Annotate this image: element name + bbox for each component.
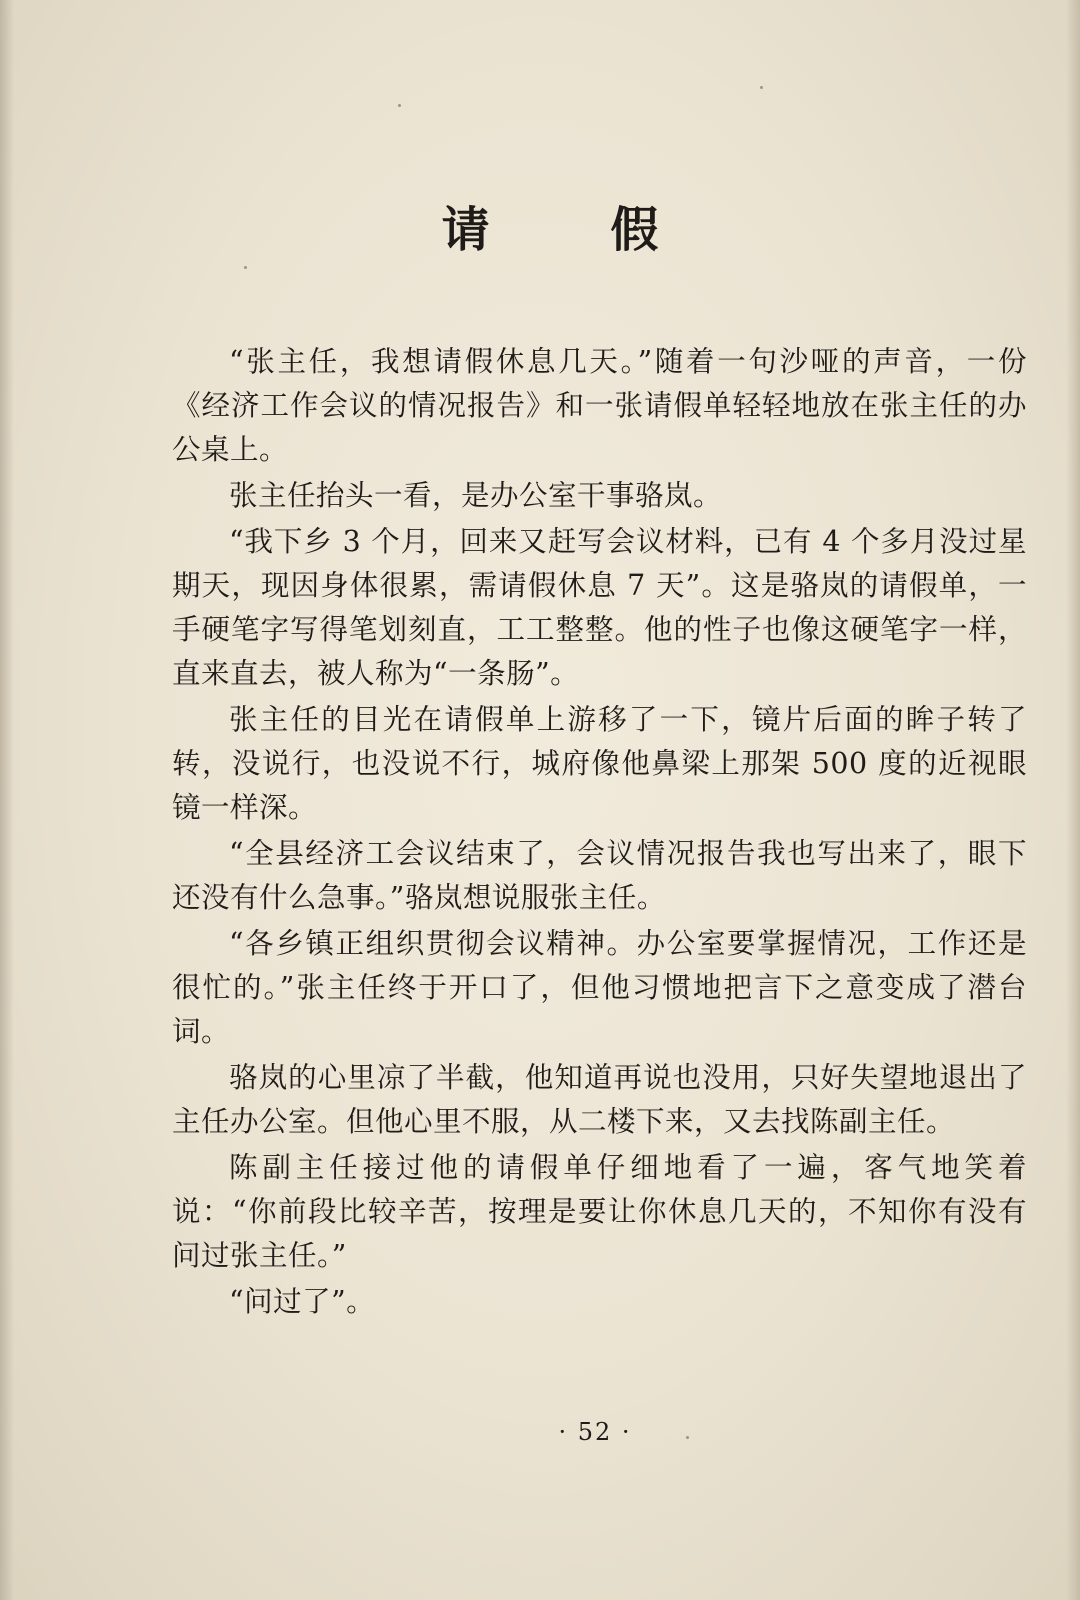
paragraph-6: “各乡镇正组织贯彻会议精神。办公室要掌握情况，工作还是很忙的。”张主任终于开口了，但他习惯地把言下之意变成了潜台词。	[172, 927, 1027, 1048]
paragraph-8: 陈副主任接过他的请假单仔细地看了一遍，客气地笑着说：“你前段比较辛苦，按理是要让你休息几天的，不知你有没有问过张主任。”	[172, 1151, 1027, 1272]
paragraph-2: 张主任抬头一看，是办公室干事骆岚。	[229, 479, 723, 512]
paragraph-4: 张主任的目光在请假单上游移了一下，镜片后面的眸子转了转，没说行，也没说不行，城府像他鼻梁上那架 500 度的近视眼镜一样深。	[172, 703, 1027, 824]
paragraph-3: “我下乡 3 个月，回来又赶写会议材料，已有 4 个多月没过星期天，现因身体很累，需请假休息 7 天”。这是骆岚的请假单，一手硬笔字写得笔划刻直，工工整整。他的性子也像这硬笔字一样，直来直去，被人称为“一条肠”。	[172, 525, 1027, 690]
paragraph-5: “全县经济工会议结束了，会议情况报告我也写出来了，眼下还没有什么急事。”骆岚想说服张主任。	[172, 837, 1027, 914]
chapter-title: 请 假	[441, 202, 711, 258]
paper-speck	[398, 104, 401, 107]
paragraph-1: “张主任，我想请假休息几天。”随着一句沙哑的声音，一份《经济工作会议的情况报告》和一张请假单轻轻地放在张主任的办公桌上。	[172, 345, 1027, 466]
paper-speck	[244, 266, 247, 269]
paragraph-7: 骆岚的心里凉了半截，他知道再说也没用，只好失望地退出了主任办公室。但他心里不服，从二楼下来，又去找陈副主任。	[172, 1061, 1027, 1138]
paper-speck	[760, 86, 763, 89]
page-number: · 52 ·	[558, 1418, 632, 1446]
paper-speck	[686, 1436, 689, 1439]
paragraph-9: “问过了”。	[229, 1285, 376, 1318]
body-text	[172, 340, 1027, 1326]
